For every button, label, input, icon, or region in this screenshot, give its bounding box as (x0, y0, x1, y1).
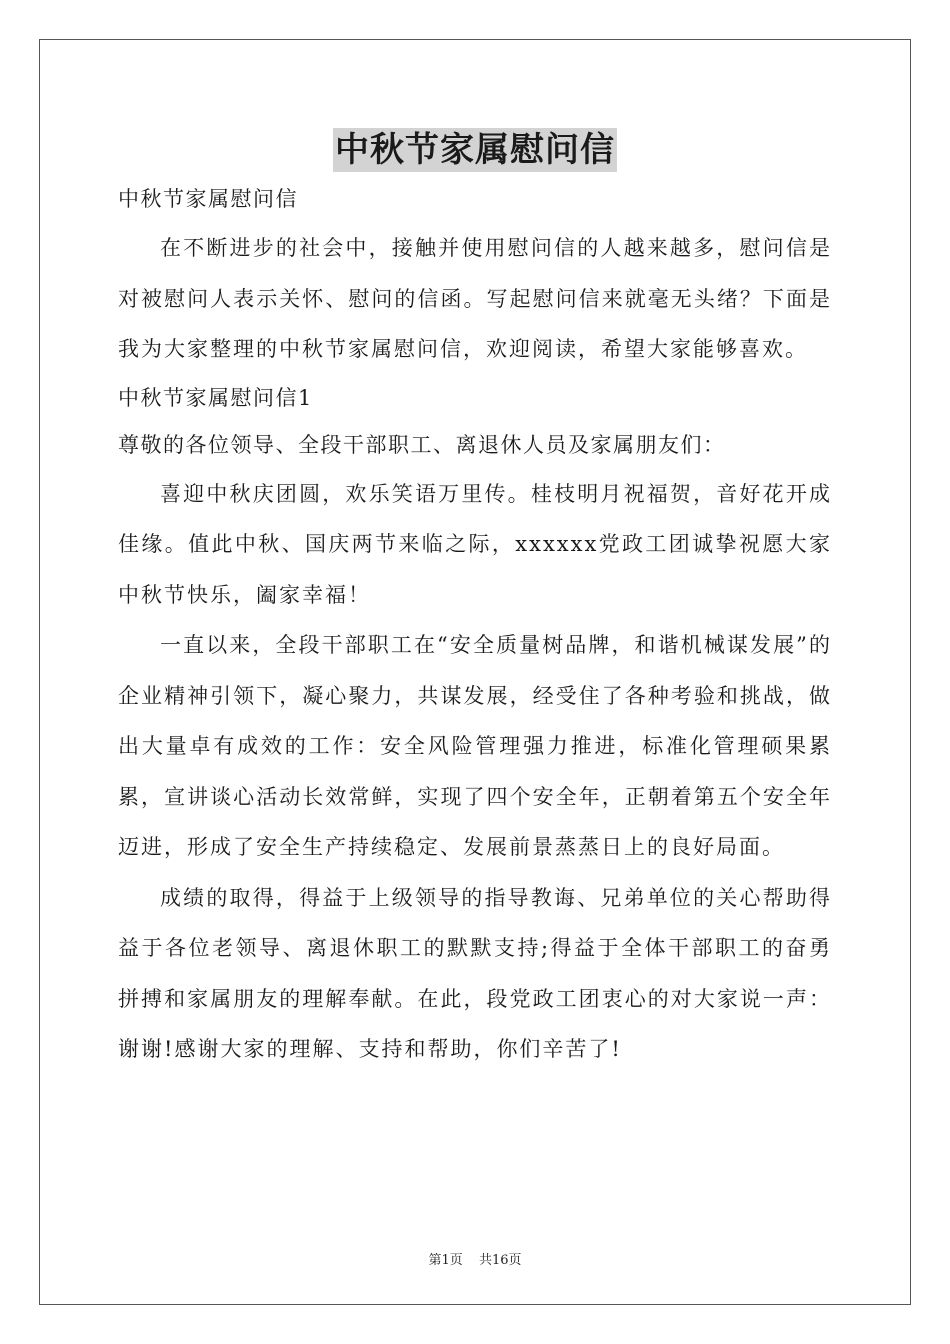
subtitle: 中秋节家属慰问信 (118, 187, 298, 211)
body-paragraph: 喜迎中秋庆团圆，欢乐笑语万里传。桂枝明月祝福贺，音好花开成佳缘。值此中秋、国庆两节来临之际，xxxxxx党政工团诚挚祝愿大家中秋节快乐，阖家幸福！ (118, 481, 832, 607)
page-footer (0, 1249, 950, 1268)
document-body (118, 176, 832, 1075)
document-title: 中秋节家属慰问信 (335, 130, 615, 170)
section-heading: 中秋节家属慰问信1 (118, 385, 313, 410)
title-area (0, 128, 950, 172)
body-paragraph: 一直以来，全段干部职工在“安全质量树品牌，和谐机械谋发展”的企业精神引领下，凝心聚力，共谋发展，经受住了各种考验和挑战，做出大量卓有成效的工作：安全风险管理强力推进，标准化管理硕果累累，宣讲谈心活动长效常鲜，实现了四个安全年，正朝着第五个安全年迈进，形成了安全生产持续稳定、发展前景蒸蒸日上的良好局面。 (118, 633, 832, 859)
intro-paragraph: 在不断进步的社会中，接触并使用慰问信的人越来越多，慰问信是对被慰问人表示关怀、慰问的信函。写起慰问信来就毫无头绪？下面是我为大家整理的中秋节家属慰问信，欢迎阅读，希望大家能够喜欢。 (118, 236, 832, 361)
page-number: 第1页 (428, 1253, 463, 1268)
body-paragraph: 成绩的取得，得益于上级领导的指导教诲、兄弟单位的关心帮助得益于各位老领导、离退休职工的默默支持;得益于全体干部职工的奋勇拼搏和家属朋友的理解奉献。在此，段党政工团衷心的对大家说一声：谢谢!感谢大家的理解、支持和帮助，你们辛苦了! (118, 885, 832, 1061)
salutation: 尊敬的各位领导、全段干部职工、离退休人员及家属朋友们： (118, 432, 726, 457)
page-total: 共16页 (478, 1253, 522, 1268)
